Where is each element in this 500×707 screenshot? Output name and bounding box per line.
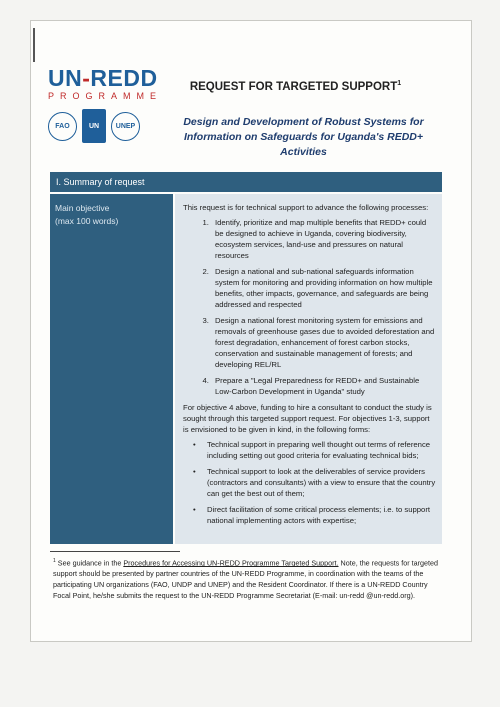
footnote: $^1$ See guidance in the Procedures for Accessing UN-REDD Programme Targeted Support. Note, the requests for targeted support should be presented by partner countries of the UN-REDD Programme, in coordination with the teams of the participating UN organizations (FAO, UNDP and UNEP) and the Resident Coordinator. If there is a UN-REDD Country Focal Point, he/she submits the request to the UN-REDD Programme Secretariat (E-mail: un-redd @un-redd.org). [53,558,439,601]
un-redd-logo [48,67,183,143]
footnote-rule [50,551,180,552]
word-limit-note: (max 100 words) [55,216,119,226]
list-item: • Direct facilitation of some critical process elements; i.e. to support national implementing actors with expertise; [199,504,436,526]
margin-mark [33,28,35,62]
main-objective-content [175,194,442,544]
document-title: REQUEST FOR TARGETED SUPPORT$^1$ [189,80,402,93]
list-item: 4. Prepare a "Legal Preparedness for REDD+ and Sustainable Low-Carbon Development in Uganda" study [211,375,436,397]
list-item: 3. Design a national forest monitoring system for emissions and removals of greenhouse gases due to avoided deforestation and forest degradation, enhancement of forest carbon stocks, conservation and sustainable management of forests; and developing REL/RL [211,315,436,370]
logo-title: UN-REDD [48,65,158,91]
unep-logo-icon: UNEP [111,112,140,141]
undp-logo-icon: UN [82,109,106,143]
procedures-link[interactable]: Procedures for Accessing UN-REDD Programme Targeted Support. [123,558,339,568]
logo-subtitle: PROGRAMME [48,91,163,101]
footnote-body: Note, the requests for targeted support should be presented by partner countries of the UN-REDD Programme, in coordination with the teams of the participating UN organizations (FAO, UNDP and UNEP) and the Resident Coordinator. If there is a UN-REDD Country Focal Point, he/she submits the request to the UN-REDD Programme Secretariat (E-mail: un-redd @un-redd.org). [53,558,439,601]
list-item: • Technical support in preparing well thought out terms of reference including setting out good criteria for evaluating technical bids; [199,439,436,461]
agency-logos [48,109,183,143]
main-objective-label-cell [50,194,173,544]
list-item: 2. Design a national and sub-national safeguards information system for monitoring and providing information on how multiple benefits, other impacts, governance, and safeguards are being addressed and respected [211,266,436,310]
document-subtitle: Design and Development of Robust Systems for Information on Safeguards for Uganda's REDD+ Activities [183,116,424,158]
process-list [183,217,436,397]
list-item: 1. Identify, prioritize and map multiple benefits that REDD+ could be designed to achieve in Uganda, covering biodiversity, ecosystem services, land-use and pressures on natural resources [211,217,436,261]
support-forms-list [183,439,436,526]
list-item: • Technical support to look at the deliverables of service providers (contractors and consultants) with a view to ensure that the country can get the best out of them; [199,466,436,499]
main-objective-label: Main objective [55,203,110,213]
section-heading: I. Summary of request [50,172,442,192]
request-intro: This request is for technical support to advance the following processes: [183,203,429,212]
followup-paragraph: For objective 4 above, funding to hire a consultant to conduct the study is sought through this targeted support request. For objectives 1-3, support is envisioned to be given in kind, in the following forms: [183,403,432,434]
fao-logo-icon: FAO [48,112,77,141]
